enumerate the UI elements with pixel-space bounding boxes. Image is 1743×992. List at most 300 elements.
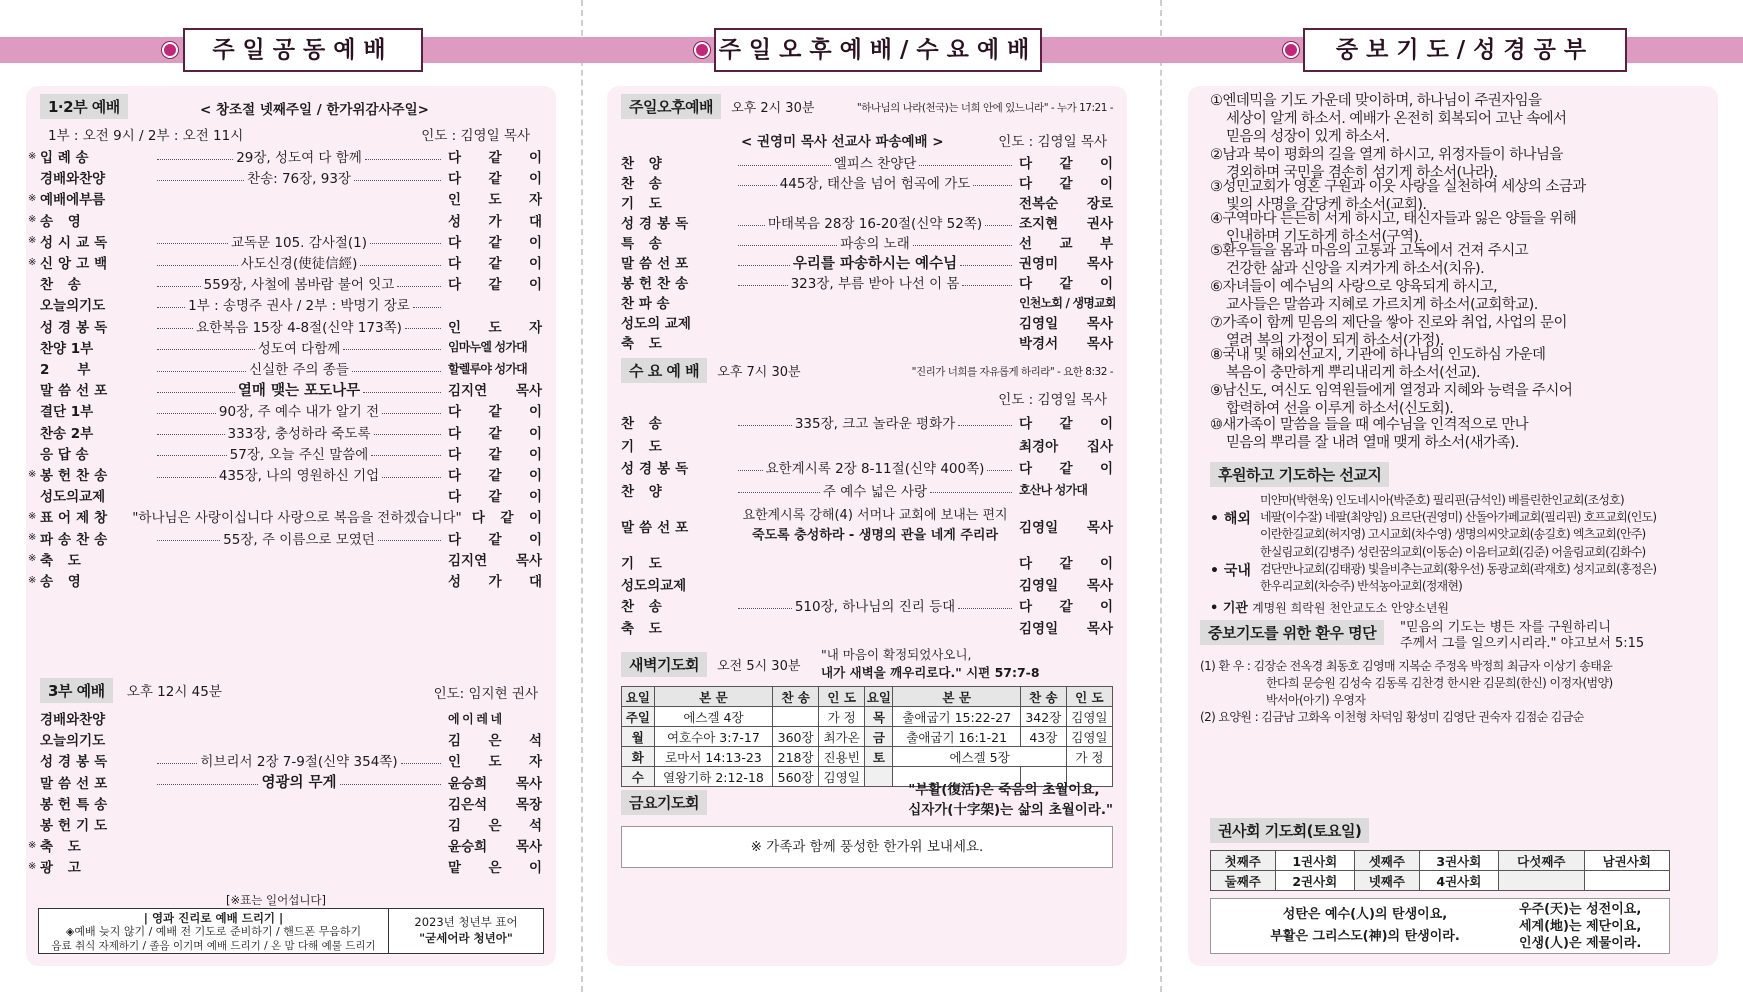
prayer-text: 구역마다 든든히 서게 하시고, 태신자들과 잃은 양들을 위해 — [1222, 211, 1577, 227]
prayer-line — [1210, 382, 1710, 400]
order-person: 성 가 대 — [448, 574, 542, 590]
order-person: 다 같 이 — [1019, 556, 1113, 572]
order-person: 김은석 목장 — [448, 796, 542, 813]
table-cell: 열왕기하 2:12-18 — [654, 767, 773, 787]
order-person: 김영일 목사 — [1019, 620, 1113, 637]
order-text: 요한복음 15장 4-8절(신약 173쪽) — [196, 319, 402, 336]
dot-leader — [343, 349, 441, 350]
order-content — [735, 322, 1015, 323]
table-cell: 월 — [622, 727, 655, 747]
order-label: 말씀선포 — [40, 775, 113, 792]
third-time: 오후 12시 45분 — [126, 684, 222, 700]
section-header-afternoon: 주일오후예배/수요예배 — [714, 28, 1042, 72]
dot-leader — [738, 492, 820, 493]
order-label: 찬 양 — [621, 483, 667, 500]
mission-line: 검단만나교회(김태광) 빛을비추는교회(황우선) 동광교회(곽재호) 성지교회(홍정은) — [1260, 562, 1657, 576]
prayer-number: ⑧ — [1210, 347, 1223, 363]
dot-leader — [352, 371, 441, 372]
prayer-line: 빛의 사명을 감당케 하소서(교회). — [1226, 197, 1427, 213]
domestic-missions — [1260, 544, 1656, 595]
prayer-line — [1210, 314, 1710, 332]
table-cell: 토 — [865, 747, 893, 767]
stand-mark: ※ — [28, 574, 37, 586]
order-row — [40, 729, 542, 749]
abroad-missions — [1260, 492, 1656, 543]
table-row — [622, 707, 1113, 727]
order-person: 다 같 이 — [448, 277, 542, 294]
order-text: 29장, 성도여 다 함께 — [236, 150, 362, 166]
third-leader: 인도: 임지현 권사 — [433, 686, 538, 702]
table-cell: 1권사회 — [1275, 851, 1355, 871]
prayer-line: 인내하며 기도하게 하소서(구역). — [1226, 229, 1423, 245]
order-label: 찬 송 — [621, 176, 667, 192]
order-row — [40, 750, 542, 770]
dot-leader — [987, 470, 1012, 471]
order-person: 할렐루야 성가대 — [448, 361, 527, 376]
prayer-number: ⑨ — [1210, 383, 1223, 399]
dot-leader — [973, 185, 1012, 186]
section-header-worship: 주일공동예배 — [183, 28, 423, 72]
order-row — [28, 835, 542, 856]
guide-title: | 영과 진리로 예배 드리기 | — [143, 911, 284, 925]
order-person: 김 은 석 — [448, 733, 542, 750]
order-text: 333장, 충성하라 죽도록 — [227, 425, 371, 442]
closing-line: 세계(地)는 제단이요, — [1519, 918, 1642, 934]
order-content — [735, 202, 1015, 203]
order-label: 말씀선포 — [621, 256, 694, 272]
stand-mark: ※ — [28, 150, 37, 162]
prayer-line — [1210, 92, 1710, 110]
dawn-schedule-table — [621, 686, 1113, 787]
order-label: 찬송 2부 — [40, 425, 94, 442]
order-text: 성도여 다함께 — [257, 340, 341, 357]
order-label: 성경봉독 — [40, 319, 113, 336]
order-row — [40, 358, 542, 378]
order-person: 다 같 이 — [448, 531, 542, 548]
prayer-text: 엔데믹을 기도 가운데 맞이하며, 하나님이 주권자임을 — [1222, 93, 1542, 109]
table-cell: 출애굽기 16:1-21 — [893, 727, 1020, 747]
prayer-line — [1210, 210, 1710, 228]
table-header: 본 문 — [893, 687, 1020, 707]
prayer-line: 건강한 삶과 신앙을 지켜가게 하소서(치유). — [1226, 261, 1485, 277]
friday-header — [621, 780, 1113, 828]
order-text: 파송의 노래 — [840, 236, 910, 252]
header-dot — [1283, 42, 1299, 58]
dot-leader — [913, 245, 1012, 246]
table-cell: 김영일 — [819, 767, 865, 787]
order-content — [154, 528, 444, 548]
order-content — [154, 316, 444, 336]
table-header: 찬 송 — [1020, 687, 1066, 707]
order-row — [28, 528, 542, 548]
youth-motto-label: 2023년 청년부 표어 — [414, 915, 518, 929]
table-cell: 화 — [622, 747, 655, 767]
order-content — [154, 379, 444, 400]
stand-mark: ※ — [28, 235, 37, 247]
order-label: 찬양 1부 — [40, 340, 94, 357]
table-cell — [1584, 871, 1669, 891]
order-content — [735, 272, 1015, 292]
order-label: 응 답 송 — [40, 446, 89, 463]
dot-leader — [360, 265, 441, 266]
order-content — [735, 480, 1015, 500]
order-person: 윤승희 목사 — [448, 775, 542, 792]
prayer-text: 남과 북이 평화의 길을 열게 하시고, 위정자들이 하나님을 — [1222, 147, 1563, 163]
dot-leader — [370, 243, 441, 244]
order-row — [28, 506, 542, 527]
dot-leader — [919, 165, 1012, 166]
order-content — [154, 167, 444, 187]
table-cell: 4권사회 — [1419, 871, 1499, 891]
org-missions: 계명원 희락원 천안교도소 안양소년원 — [1252, 601, 1450, 615]
dot-leader — [738, 470, 763, 471]
order-label: 입 례 송 — [40, 150, 89, 166]
order-text: 신실한 주의 종들 — [249, 362, 349, 378]
order-label: 성시교독 — [40, 234, 113, 251]
order-label: 송 영 — [40, 213, 86, 230]
sick-list — [1200, 658, 1613, 726]
order-label: 성경봉독 — [621, 461, 694, 477]
order-text: 주 예수 넓은 사랑 — [822, 483, 928, 500]
order-row — [28, 252, 542, 272]
order-text: 요한계시록 2장 8-11절(신약 400쪽) — [765, 461, 985, 477]
mission-line: 네팔(이수잘) 네팔(최양임) 요르단(권영미) 산돌아가페교회(필리핀) 호프교회(인도) — [1260, 510, 1657, 524]
afternoon-verse: "하나님의 나라(천국)는 너희 안에 있느니라" - 누가 17:21 - — [856, 102, 1113, 114]
order-text: 교독문 105. 감사절(1) — [231, 234, 368, 251]
afternoon-title: < 권영미 목사 선교사 파송예배 > — [741, 134, 944, 150]
prayer-item — [1210, 346, 1710, 382]
order-label: 신앙고백 — [40, 256, 113, 272]
stand-mark: ※ — [28, 256, 37, 268]
wednesday-verse: "진리가 너희를 자유롭게 하리라" - 요한 8:32 - — [911, 366, 1113, 378]
dot-leader — [157, 159, 233, 160]
dot-leader — [738, 165, 831, 166]
missions-tag: 후원하고 기도하는 선교지 — [1210, 462, 1389, 487]
order-content — [735, 252, 1015, 273]
order-label: 성도의교제 — [621, 577, 687, 594]
order-content — [735, 457, 1015, 477]
closing-box — [1210, 898, 1670, 954]
prayer-text: 남신도, 여신도 임역원들에게 열정과 지혜와 능력을 주시어 — [1222, 383, 1573, 399]
dot-leader — [738, 608, 792, 609]
dot-leader — [157, 477, 216, 478]
prayer-item — [1210, 382, 1710, 418]
order-content — [735, 232, 1015, 252]
mission-line: 한실림교회(김병주) 성린꿈의교회(이동순) 이음터교회(김준) 어울림교회(김화수) — [1260, 545, 1646, 559]
order-label: 송 영 — [40, 574, 86, 590]
order-person: 다 같 이 — [448, 256, 542, 272]
order-content — [154, 358, 444, 378]
prayer-line — [1210, 278, 1710, 296]
order-person: 다 같 이 — [471, 510, 542, 527]
order-person: 김지연 목사 — [448, 552, 542, 569]
order-content — [154, 198, 444, 199]
order-content — [735, 302, 1015, 303]
order-text: 우리를 파송하시는 예수님 — [792, 255, 958, 272]
dot-leader — [371, 455, 441, 456]
order-content — [154, 400, 444, 420]
table-cell: 로마서 14:13-23 — [654, 747, 773, 767]
prayer-line — [1210, 178, 1710, 196]
prayer-text: 환우들을 몸과 마음의 고통과 고독에서 건져 주시고 — [1222, 243, 1529, 259]
table-cell — [1499, 871, 1584, 891]
order-content — [154, 739, 444, 740]
morning-leader: 인도 : 김영일 목사 — [421, 128, 530, 144]
sick-line: (2) 요양원 : 김금남 고화옥 이천형 차덕임 황성미 김영단 권숙자 김점순 김금순 — [1200, 710, 1584, 724]
afternoon-time: 오후 2시 30분 — [731, 101, 815, 116]
table-cell: 목 — [865, 707, 893, 727]
sermon-text: 요한계시록 강해(4) 서머나 교회에 보내는 편지 — [742, 508, 1008, 523]
order-content — [154, 802, 444, 803]
prayer-item — [1210, 278, 1710, 314]
morning-order — [28, 146, 542, 626]
prayer-text: 가족이 함께 믿음의 제단을 쌓아 진로와 취업, 사업의 문이 — [1222, 315, 1567, 331]
dot-leader — [365, 159, 441, 160]
order-content — [154, 294, 444, 314]
dot-leader — [157, 455, 227, 456]
order-person: 다 같 이 — [448, 489, 542, 506]
order-text: 445장, 태산을 넘어 험곡에 가도 — [779, 176, 971, 192]
order-label: 찬 송 — [621, 416, 667, 432]
order-label: 축 도 — [621, 620, 667, 637]
order-content — [154, 580, 444, 581]
worship-guide — [38, 908, 544, 954]
table-cell — [773, 707, 819, 727]
order-label: 축 도 — [40, 839, 86, 856]
order-label: 파송찬송 — [40, 531, 113, 548]
order-label: 특 송 — [621, 236, 667, 252]
order-row — [40, 772, 542, 792]
stand-mark: ※ — [28, 192, 37, 204]
order-person: 다 같 이 — [448, 171, 542, 188]
order-content — [735, 152, 1015, 172]
dot-leader — [413, 307, 441, 308]
dot-leader — [374, 434, 442, 435]
order-person: 다 같 이 — [448, 234, 542, 251]
order-row — [621, 172, 1113, 192]
kwonsa-table — [1210, 850, 1670, 891]
order-text: 435장, 나의 영원하신 기업 — [218, 468, 380, 484]
order-person: 김영일 목사 — [1019, 577, 1113, 594]
order-person: 인 도 자 — [448, 192, 542, 209]
order-person: 최경아 집사 — [1019, 438, 1113, 455]
order-content — [126, 506, 468, 526]
prayer-line: 열려 복의 가정이 되게 하소서(가정). — [1226, 333, 1444, 349]
order-label: 2부 — [40, 362, 119, 378]
dot-leader — [157, 392, 235, 393]
guide-line: ◈예배 늦지 않기 / 예배 전 기도로 준비하기 / 핸드폰 무음하기 — [65, 925, 362, 938]
order-content — [154, 252, 444, 272]
dot-leader — [340, 784, 441, 785]
header-dot — [162, 42, 178, 58]
order-row — [621, 412, 1113, 432]
dot-leader — [401, 763, 441, 764]
afternoon-order — [621, 152, 1116, 362]
order-label: 말씀선포 — [40, 383, 113, 400]
friday-note: ※ 가족과 함께 풍성한 한가위 보내세요. — [621, 826, 1113, 868]
order-row — [621, 212, 1113, 232]
afternoon-leader: 인도 : 김영일 목사 — [998, 134, 1107, 150]
order-label: 성경봉독 — [40, 754, 113, 771]
order-row — [28, 188, 542, 209]
order-row — [621, 252, 1113, 272]
order-label: 기 도 — [621, 196, 667, 212]
dot-leader — [157, 328, 193, 329]
prayer-line — [1210, 346, 1710, 364]
order-row — [28, 549, 542, 569]
order-row — [621, 232, 1113, 252]
order-row — [40, 273, 542, 293]
third-tag: 3부 예배 — [40, 678, 113, 703]
order-text: 55장, 주 이름으로 모였던 — [223, 531, 375, 548]
order-text: 335장, 크고 놀라운 평화가 — [794, 416, 956, 432]
prayer-line — [1210, 416, 1710, 434]
order-person: 다 같 이 — [1019, 156, 1113, 172]
prayer-item — [1210, 92, 1710, 146]
prayer-number: ⑥ — [1210, 279, 1223, 295]
table-cell: 360장 — [773, 727, 819, 747]
prayer-item — [1210, 178, 1710, 214]
order-row — [621, 272, 1113, 292]
dot-leader — [157, 286, 201, 287]
order-text: 마태복음 28장 16-20절(신약 52쪽) — [767, 216, 983, 232]
prayer-number: ② — [1210, 147, 1223, 163]
order-content — [154, 337, 444, 357]
order-label: 봉헌찬송 — [40, 468, 113, 484]
table-header: 찬 송 — [773, 687, 819, 707]
order-content — [154, 464, 444, 484]
dot-leader — [930, 492, 1012, 493]
order-row — [40, 814, 542, 834]
dot-leader — [157, 540, 220, 541]
closing-line: 성탄은 예수(人)의 탄생이요, — [1282, 907, 1448, 922]
order-label: 찬 송 — [40, 277, 86, 294]
stand-mark: ※ — [28, 839, 37, 851]
sick-line: 박서아(아기) 우영자 — [1266, 693, 1366, 707]
order-person: 다 같 이 — [448, 404, 542, 421]
order-person: 다 같 이 — [448, 425, 542, 442]
closing-line: 우주(天)는 성전이요, — [1519, 901, 1642, 917]
table-cell: 주일 — [622, 707, 655, 727]
prayer-number: ⑤ — [1210, 243, 1223, 259]
table-cell: 342장 — [1020, 707, 1066, 727]
order-content — [735, 626, 1015, 627]
order-content — [735, 212, 1015, 232]
order-row — [28, 856, 542, 877]
order-person: 다 같 이 — [448, 150, 542, 166]
sick-line: (1) 환 우 : 김장순 전옥경 최동호 김영매 지복순 주정옥 박정희 최금자 이상기 송태윤 — [1200, 659, 1613, 673]
order-person: 에 이 레 네 — [448, 711, 502, 726]
order-content — [735, 595, 1015, 615]
order-content — [154, 718, 444, 719]
order-row — [621, 292, 1116, 312]
dot-leader — [958, 608, 1012, 609]
table-header: 요일 — [622, 687, 655, 707]
table-cell: 진용빈 — [819, 747, 865, 767]
order-text: 510장, 하나님의 진리 등대 — [794, 599, 956, 615]
dot-leader — [157, 413, 216, 414]
order-content — [154, 219, 444, 220]
morning-theme: < 창조절 넷째주일 / 한가위감사주일> — [200, 102, 429, 118]
order-row — [621, 435, 1113, 455]
order-row — [28, 464, 542, 484]
order-row — [40, 708, 542, 728]
prayer-line — [1210, 146, 1710, 164]
order-person: 김 은 석 — [448, 818, 542, 834]
dawn-tag: 새벽기도회 — [621, 652, 707, 677]
order-label: 경배와찬양 — [40, 712, 106, 728]
table-cell: 넷째주 — [1355, 871, 1420, 891]
dot-leader — [985, 225, 1012, 226]
order-content — [154, 495, 444, 496]
stand-mark: ※ — [28, 860, 37, 872]
order-text: 1부 : 송명주 권사 / 2부 : 박명기 장로 — [188, 298, 410, 315]
order-label: 예배에부름 — [40, 192, 106, 209]
order-label: 표어제창 — [40, 510, 113, 527]
order-person: 다 같 이 — [448, 468, 542, 484]
friday-tag: 금요기도회 — [621, 790, 707, 815]
order-text: 열매 맺는 포도나무 — [237, 382, 361, 399]
dot-leader — [958, 425, 1012, 426]
order-row — [621, 192, 1113, 212]
order-text: 57장, 오늘 주신 말씀에 — [229, 446, 369, 463]
table-cell: 첫째주 — [1211, 851, 1276, 871]
sick-verse: 주께서 그를 일으키시리라." 야고보서 5:15 — [1400, 636, 1645, 651]
order-content — [154, 558, 444, 559]
order-content — [735, 583, 1015, 584]
dot-leader — [157, 434, 225, 435]
table-cell: 에스겔 4장 — [654, 707, 773, 727]
dot-leader — [405, 328, 441, 329]
order-person: 임마누엘 성가대 — [448, 340, 527, 355]
order-label: 봉헌기도 — [40, 818, 113, 834]
order-row — [621, 457, 1113, 477]
column-divider — [1160, 0, 1162, 992]
order-content — [154, 824, 444, 825]
mission-line: 이란한길교회(허지영) 고시교회(차수영) 생명의씨앗교회(송길호) 엑츠교회(안주) — [1260, 527, 1646, 541]
table-cell: 43장 — [1020, 727, 1066, 747]
order-label: 봉헌찬송 — [621, 276, 694, 292]
closing-line: 부활은 그리스도(神)의 탄생이라. — [1270, 929, 1460, 944]
order-row — [40, 793, 542, 813]
dot-leader — [738, 225, 765, 226]
prayer-line: 경외하며 국민을 겸손히 섬기게 하소서(나라). — [1226, 165, 1498, 181]
order-label: 말씀선포 — [621, 520, 694, 536]
table-cell: 최가온 — [819, 727, 865, 747]
prayer-line — [1210, 242, 1710, 260]
order-row — [28, 210, 542, 230]
order-text: 사도신경(使徒信經) — [240, 256, 358, 272]
prayer-text: 성민교회가 영혼 구원과 이웃 사랑을 실천하여 세상의 소금과 — [1222, 179, 1586, 195]
prayer-number: ⑩ — [1210, 417, 1223, 433]
order-label: 기 도 — [621, 438, 667, 455]
order-content — [154, 750, 444, 770]
stand-note: [※표는 일어섭니다] — [226, 893, 327, 907]
order-person: 다 같 이 — [1019, 176, 1113, 192]
order-person: 다 같 이 — [1019, 599, 1113, 615]
prayer-line: 세상이 알게 하소서. 예배가 온전히 회복되어 고난 속에서 — [1226, 111, 1567, 127]
order-row — [621, 312, 1113, 332]
order-label: 찬 파 송 — [621, 296, 670, 312]
table-header: 인 도 — [1066, 687, 1112, 707]
table-header: 인 도 — [819, 687, 865, 707]
domestic-label: • 국내 — [1210, 563, 1251, 579]
sermon-title: 죽도록 충성하라 - 생명의 관을 네게 주리라 — [751, 528, 999, 543]
order-person: 김영일 목사 — [1019, 520, 1113, 536]
order-text: 영광의 무게 — [261, 775, 337, 792]
org-label: • 기관 — [1210, 601, 1248, 616]
youth-motto: "굳세어라 청년아" — [419, 931, 513, 945]
